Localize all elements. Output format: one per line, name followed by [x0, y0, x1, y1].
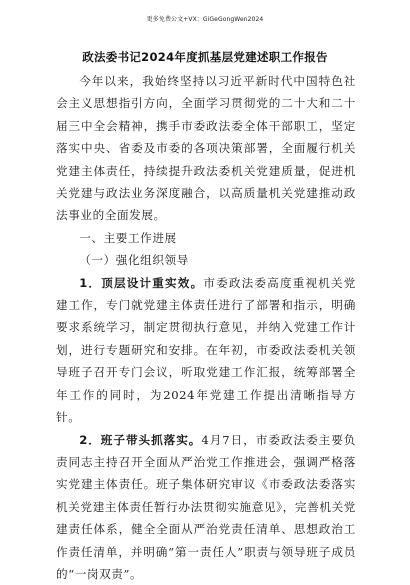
intro-paragraph: 今年以来，我始终坚持以习近平新时代中国特色社会主义思想指引方向，全面学习贯彻党的二十大和二十届三中全会精神，携手市委政法委全体干部职工，坚定落实中央、省委及市委的各项决策部署，全面履行机关党建主体责任，持续提升政法委机关党建质量，促进机关党建与政法业务深度融合，以高质量机关党建推动政法事业的全面发展。 — [56, 70, 356, 227]
subsection-heading: （一）强化组织领导 — [56, 249, 356, 271]
item-label-1: 1．顶层设计重实效。 — [79, 276, 203, 290]
item-paragraph-1 — [56, 272, 356, 429]
item-text-1: 市委政法委高度重视机关党建工作，专门就党建主体责任进行了部署和指示，明确要求系统学习，制定贯彻执行意见，并纳入党建工作计划，进行专题研究和安排。在年初，市委政法委机关领导班子召开专门会议，听取党建工作汇报，统筹部署全年工作的同时，为2024年党建工作提出清晰指导方针。 — [56, 276, 356, 424]
document-title: 政法委书记2024年度抓基层党建述职工作报告 — [0, 49, 410, 65]
item-paragraph-2 — [56, 429, 356, 585]
section-heading: 一、主要工作进展 — [56, 227, 356, 249]
header-note: 更多免费公文+VX：GiGeGongWen2024 — [0, 14, 410, 23]
item-text-2: 4月7日，市委政法委主要负责同志主持召开全面从严治党工作推进会，强调严格落实党建主体责任。班子集体研究审议《市委政法委落实机关党建主体责任暂行办法贯彻实施意见》，完善机关党建责任体系，健全全面从严治党责任清单、思想政治工作责任清单，并明确“第一责任人”职责与领导班子成员的“一岗双责”。 — [56, 433, 356, 581]
item-label-2: 2．班子带头抓落实。 — [79, 433, 201, 447]
document-body — [56, 70, 356, 585]
